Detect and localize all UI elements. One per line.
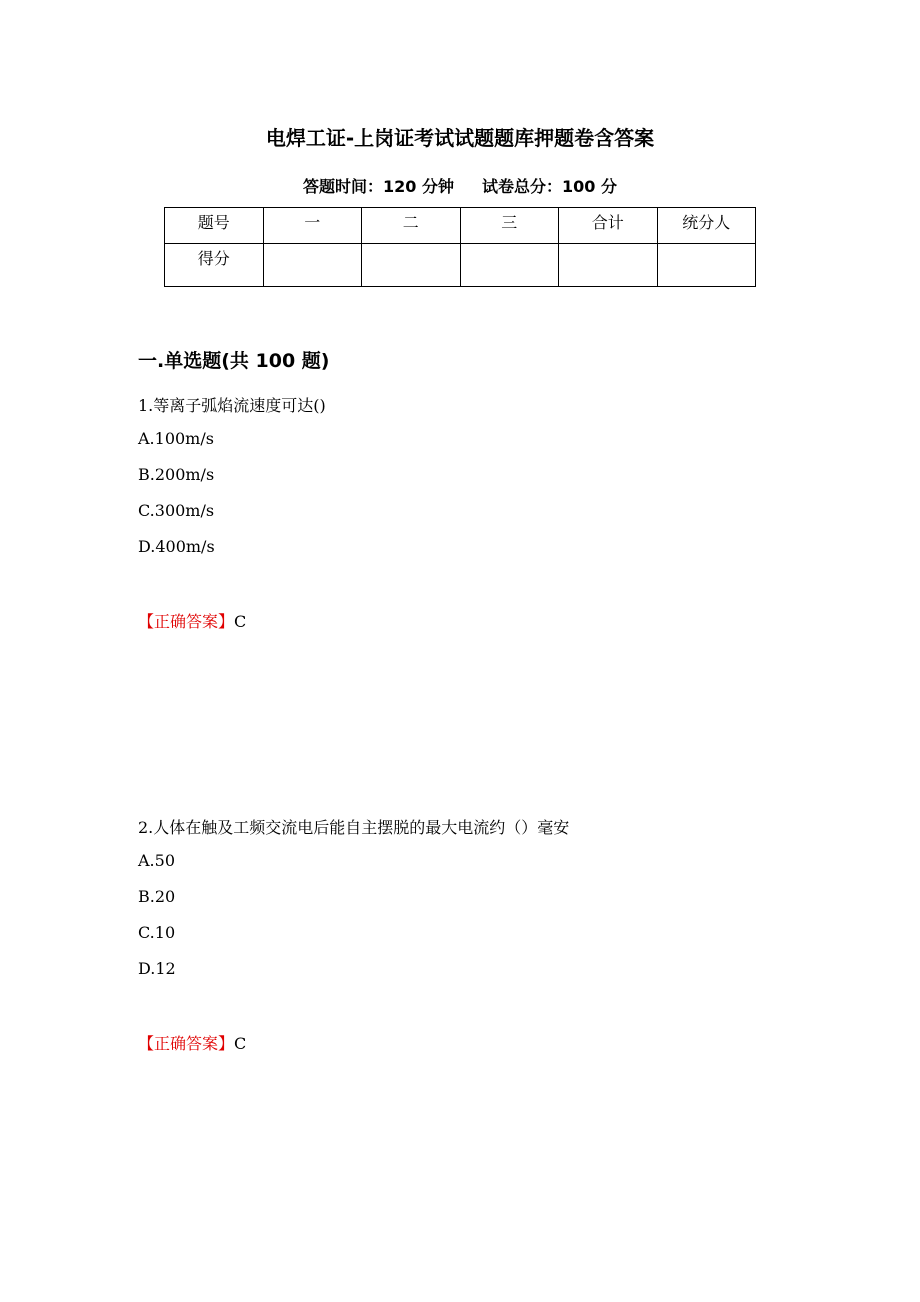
score-table-header-row [165, 208, 756, 244]
exam-total-score: 试卷总分：100 分 [482, 177, 617, 196]
score-header-cell: 一 [263, 208, 362, 244]
score-cell [362, 244, 461, 287]
question-stem: 1.等离子弧焰流速度可达() [138, 396, 326, 415]
question-option: C.300m/s [138, 501, 215, 520]
score-cell [263, 244, 362, 287]
question-stem: 2.人体在触及工频交流电后能自主摆脱的最大电流约（）毫安 [138, 818, 570, 837]
answer-line [138, 609, 246, 632]
answer-label: 【正确答案】 [138, 1034, 235, 1053]
question-option: A.50 [138, 851, 175, 870]
question-option: D.12 [138, 959, 176, 978]
score-cell [657, 244, 756, 287]
exam-time: 答题时间：120 分钟 [303, 177, 454, 196]
section-title: 一.单选题(共 100 题) [138, 350, 330, 372]
document-title: 电焊工证-上岗证考试试题题库押题卷含答案 [265, 126, 655, 150]
answer-value: C [234, 612, 247, 631]
score-header-cell: 合计 [559, 208, 658, 244]
exam-meta [0, 174, 920, 197]
score-cell [460, 244, 559, 287]
question-option: C.10 [138, 923, 176, 942]
question-option: A.100m/s [138, 429, 214, 448]
score-header-cell: 统分人 [657, 208, 756, 244]
score-table [164, 207, 756, 287]
answer-label: 【正确答案】 [138, 612, 235, 631]
question-option: D.400m/s [138, 537, 215, 556]
answer-value: C [234, 1034, 247, 1053]
score-table-score-row [165, 244, 756, 287]
score-header-cell: 题号 [165, 208, 264, 244]
score-cell [559, 244, 658, 287]
answer-line [138, 1031, 246, 1054]
question-option: B.20 [138, 887, 176, 906]
question-option: B.200m/s [138, 465, 215, 484]
score-header-cell: 二 [362, 208, 461, 244]
score-header-cell: 三 [460, 208, 559, 244]
score-row-label: 得分 [165, 244, 264, 287]
